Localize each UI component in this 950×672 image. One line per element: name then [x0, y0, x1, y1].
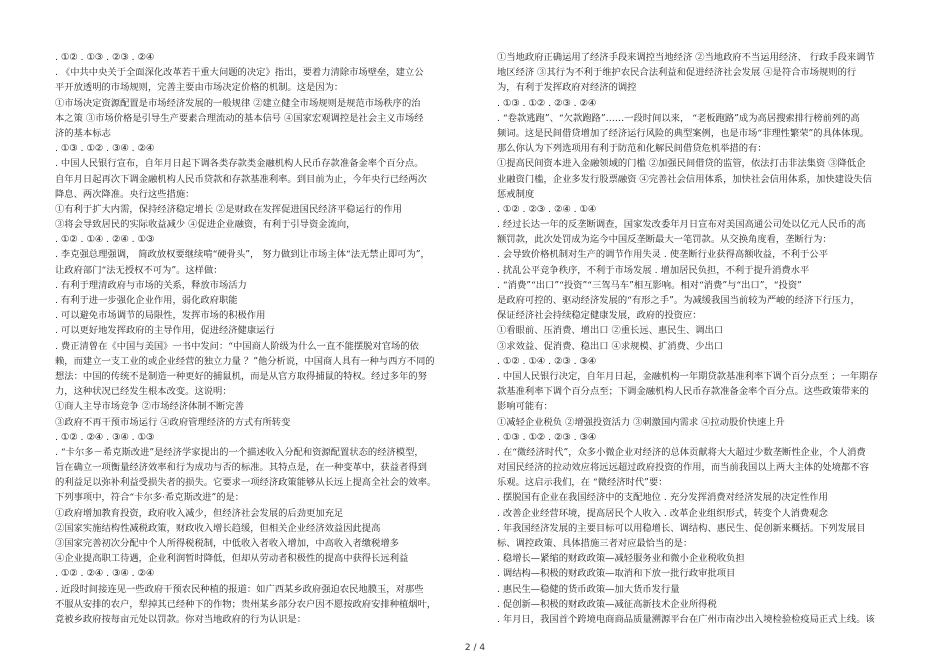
text-line: . ①② . ②④ . ③④ . ②④: [55, 568, 155, 580]
text-line: . ①② . ①④ . ②③ . ③④: [497, 355, 597, 367]
text-line: . ①② . ②③ . ②④ . ①④: [497, 203, 597, 215]
text-line: ①提高民间资本进入金融领域的门槛 ②加强民间借贷的监管，依法打击非法集资 ③降低企: [497, 158, 866, 170]
text-line: . ①③ . ①② . ③④ . ②④: [55, 143, 155, 155]
text-line: ①有利于扩大内需，保持经济稳定增长 ②是财政在发挥促进国民经济平稳运行的作用: [55, 203, 402, 215]
text-line: . 调结构—积极的财政政策—取消和下放一批行政审批项目: [497, 568, 736, 580]
text-line: . 摆脱国有企业在我国经济中的支配地位 . 充分发挥消费对经济发展的决定性作用: [497, 492, 828, 504]
text-line: . ①③ . ①② . ②③ . ②④: [497, 97, 597, 109]
text-line: . 有利于理清政府与市场的关系，释放市场活力: [55, 279, 247, 291]
right-column: [497, 50, 897, 627]
text-line: 惩戒制度: [497, 188, 535, 200]
text-line: 地区经济 ③其行为不利于维护农民合法利益和促进经济社会发展 ④是符合市场规则的行: [497, 67, 857, 79]
left-column: [55, 50, 473, 627]
text-line: 是政府可控的、驱动经济发展的“有形之手”。为减缓我国当前较为严峻的经济下行压力，: [497, 295, 860, 306]
text-line: 为，有利于发挥政府对经济的调控: [497, 82, 637, 94]
text-line: . 有利于进一步强化企业作用，弱化政府职能: [55, 295, 238, 306]
text-line: ①商人主导市场竞争 ②市场经济体制不断完善: [55, 401, 244, 413]
text-line: 济的基本标志: [55, 127, 111, 139]
text-line: 力，这种状况已经发生根本改变。这说明：: [55, 386, 232, 398]
text-line: 款基准利率下调个百分点至；下调金融机构人民币存款准备金率个百分点。这些政策带来的: [497, 386, 869, 398]
text-line: . ①③ . ①② . ②③ . ③④: [497, 431, 597, 443]
text-line: 自年月日起再次下调金融机构人民币贷款和存款基准利率。到目前为止，今年央行已经两次: [55, 173, 427, 185]
text-line: . 可以避免市场调节的局限性，发挥市场的积极作用: [55, 310, 266, 322]
text-line: ②国家实施结构性减税政策，财政收入增长趋缓，但相关企业经济效益因此提高: [55, 522, 381, 534]
text-line: 想法：中国的传统不是制造一种更好的捕鼠机，而是从官方取得捕鼠的特权。经过多年的努: [55, 370, 427, 382]
text-line: ③求效益、促消费、稳出口 ④求规模、扩消费、少出口: [497, 340, 724, 352]
text-line: . 经过长达一年的反垄断调查，国家发改委年月日宣布对美国高通公司处以亿元人民币的高: [497, 219, 866, 231]
text-line: 平开放透明的市场规则，完善主要由市场决定价格的机制。这是因为：: [55, 82, 344, 94]
text-line: . 惠民生—稳健的货币政策—加大货币发行量: [497, 583, 680, 595]
text-line: 影响可能有：: [497, 401, 553, 413]
text-line: 下列事项中，符合“卡尔多·希克斯改进”的是：: [55, 492, 245, 504]
text-line: 业融资门槛，企业多发行股票融资 ④完善社会信用体系，加快社会信用体系，加快建设失信: [497, 173, 872, 185]
text-line: . 促创新—积极的财政政策—减征高新技术企业所得税: [497, 598, 717, 610]
text-line: 保证经济社会持续稳定健康发展，政府的投资应：: [497, 310, 702, 322]
text-line: . ①② . ①④ . ②④ . ①③: [55, 234, 155, 246]
text-line: 不服从安排的农户，犁掉其已经种下的作物；贵州某乡部分农户因不愿按政府安排种植烟叶，: [55, 598, 437, 610]
text-line: 频词。这是民间借贷增加了经济运行风险的典型案例，也是市场“非理性繁荣”的具体体现。: [497, 127, 870, 139]
text-line: . “卷款逃跑”、“欠款跑路”……一段时间以来， “老板跑路”成为高居搜索排行榜前列的高: [497, 112, 860, 124]
text-line: 旨在确立一项衡量经济效率和行为成功与否的标准。其特点是，在一种变革中，获益者得到: [55, 462, 427, 474]
text-line: ④企业提高职工待遇，企业利润暂时降低，但却从劳动者积极性的提高中获得长远利益: [55, 553, 409, 565]
text-line: . 中国人民银行决定，自年月日起，金融机构一年期贷款基准利率下调个百分点至 ；一年期存: [497, 370, 878, 382]
text-line: ③国家完善初次分配中个人所得税税制，中低收入者收入增加，中高收入者缴税增多: [55, 538, 399, 549]
text-line: . 《中共中央关于全面深化改革若干重大问题的决定》指出，要着力清除市场壁垒，建立公: [55, 67, 424, 79]
text-line: . 扰乱公平竞争秩序，不利于市场发展 . 增加居民负担，不利于提升消费水平: [497, 264, 810, 276]
text-line: 的利益足以弥补利益受损失者的损失。它要求一项经济政策能够从长远上提高全社会的效率。: [55, 477, 437, 489]
text-line: 让政府部门“法无授权不可为”。这样做：: [55, 264, 223, 276]
text-line: . 可以更好地发挥政府的主导作用，促进经济健康运行: [55, 325, 275, 337]
text-line: 标、调控政策、具体措施三者对应最恰当的是：: [497, 538, 693, 549]
text-line: . 费正清曾在《中国与美国》一书中发问：“中国商人阶级为什么一直不能摆脱对官场的依: [55, 340, 419, 352]
text-line: . “卡尔多－希克斯改进”是经济学家提出的一个描述收入分配和资源配置状态的经济模型，: [55, 446, 424, 458]
text-line: 本之策 ③市场价格是引导生产要素合理流动的基本信号 ④国家宏观调控是社会主义市场经: [55, 112, 424, 124]
text-line: 乐观。这启示我们，在 “微经济时代”要：: [497, 477, 668, 489]
text-line: ①市场决定资源配置是市场经济发展的一般规律 ②建立健全市场规则是规范市场秩序的治: [55, 97, 421, 109]
page-number: 2 / 4: [464, 643, 486, 653]
text-line: 赖，而建立一支工业的或企业经营的独立力量 ？”他分析说，中国商人具有一种与西方不同的: [55, 355, 435, 367]
text-line: ①减轻企业税负 ②增强投资活力 ③刺激国内需求 ④拉动股价快速上升: [497, 416, 785, 428]
text-line: ③政府不再干预市场运行 ④政府管理经济的方式有所转变: [55, 416, 291, 428]
text-line: 额罚款，此次处罚成为迄今中国反垄断最大一笔罚款。从交换角度看，垄断行为：: [497, 234, 832, 246]
text-line: 对国民经济的拉动效应将远远超过政府投资的作用，而当前我国以上两大主体的处境都不容: [497, 462, 869, 474]
text-line: 竟被乡政府按每亩元处以罚款。你对当地政府的行为认识是：: [55, 613, 307, 625]
text-line: . 改善企业经营环境，提高居民个人收入 . 改革企业组织形式，转变个人消费观念: [497, 507, 828, 519]
text-line: . 年月日，我国首个跨境电商商品质量溯源平台在广州市南沙出入境检验检疫局正式上线。该: [497, 613, 875, 625]
text-line: . 稳增长—紧缩的财政政策—减轻服务业和微小企业税收负担: [497, 553, 745, 565]
text-line: ①政府增加教育投资，政府收入减少，但经济社会发展的后劲更加充足: [55, 507, 344, 519]
text-line: ①看眼前、压消费、增出口 ②重长远、惠民生、调出口: [497, 325, 724, 337]
text-line: ①当地政府正确运用了经济手段来调控当地经济 ②当地政府不当运用经济、 行政手段来调节: [497, 52, 875, 63]
text-line: 那么你认为下列选项用有利于防范和化解民间借贷危机举措的有：: [497, 143, 767, 155]
text-line: . 李克强总理强调， 简政放权要继续啃“硬骨头”， 努力做到让市场主体“法无禁止即可为”，: [55, 249, 430, 261]
text-line: . “消费”“出口”“投资”“三驾马车”相互影响。相对“消费”与“出口”，“投资”: [497, 279, 802, 291]
text-line: . 在“微经济时代”，众多小微企业对经济的总体贡献将大大超过少数垄断性企业，个人消费: [497, 446, 866, 458]
text-line: . 中国人民银行宣布，自年月日起下调各类存款类金融机构人民币存款准备金率个百分点。: [55, 158, 424, 170]
text-line: . 年我国经济发展的主要目标可以用稳增长、调结构、惠民生、促创新来概括。下列发展目: [497, 522, 866, 534]
text-line: . ①② . ②④ . ③④ . ①③: [55, 431, 155, 443]
text-line: . 会导致价格机制对生产的调节作用失灵 . 使垄断行业获得高额收益，不利于公平: [497, 249, 828, 261]
text-line: ③将会导致居民的实际收益减少 ④促进企业融资，有利于引导资金流向，: [55, 219, 356, 231]
text-line: . ①② . ①③ . ②③ . ②④: [55, 52, 155, 63]
text-line: . 近段时间接连见一些政府干预农民种植的报道：如广西某乡政府强迫农民地膜玉，对那些: [55, 583, 424, 595]
text-line: 降息、两次降准。央行这些措施：: [55, 188, 195, 200]
